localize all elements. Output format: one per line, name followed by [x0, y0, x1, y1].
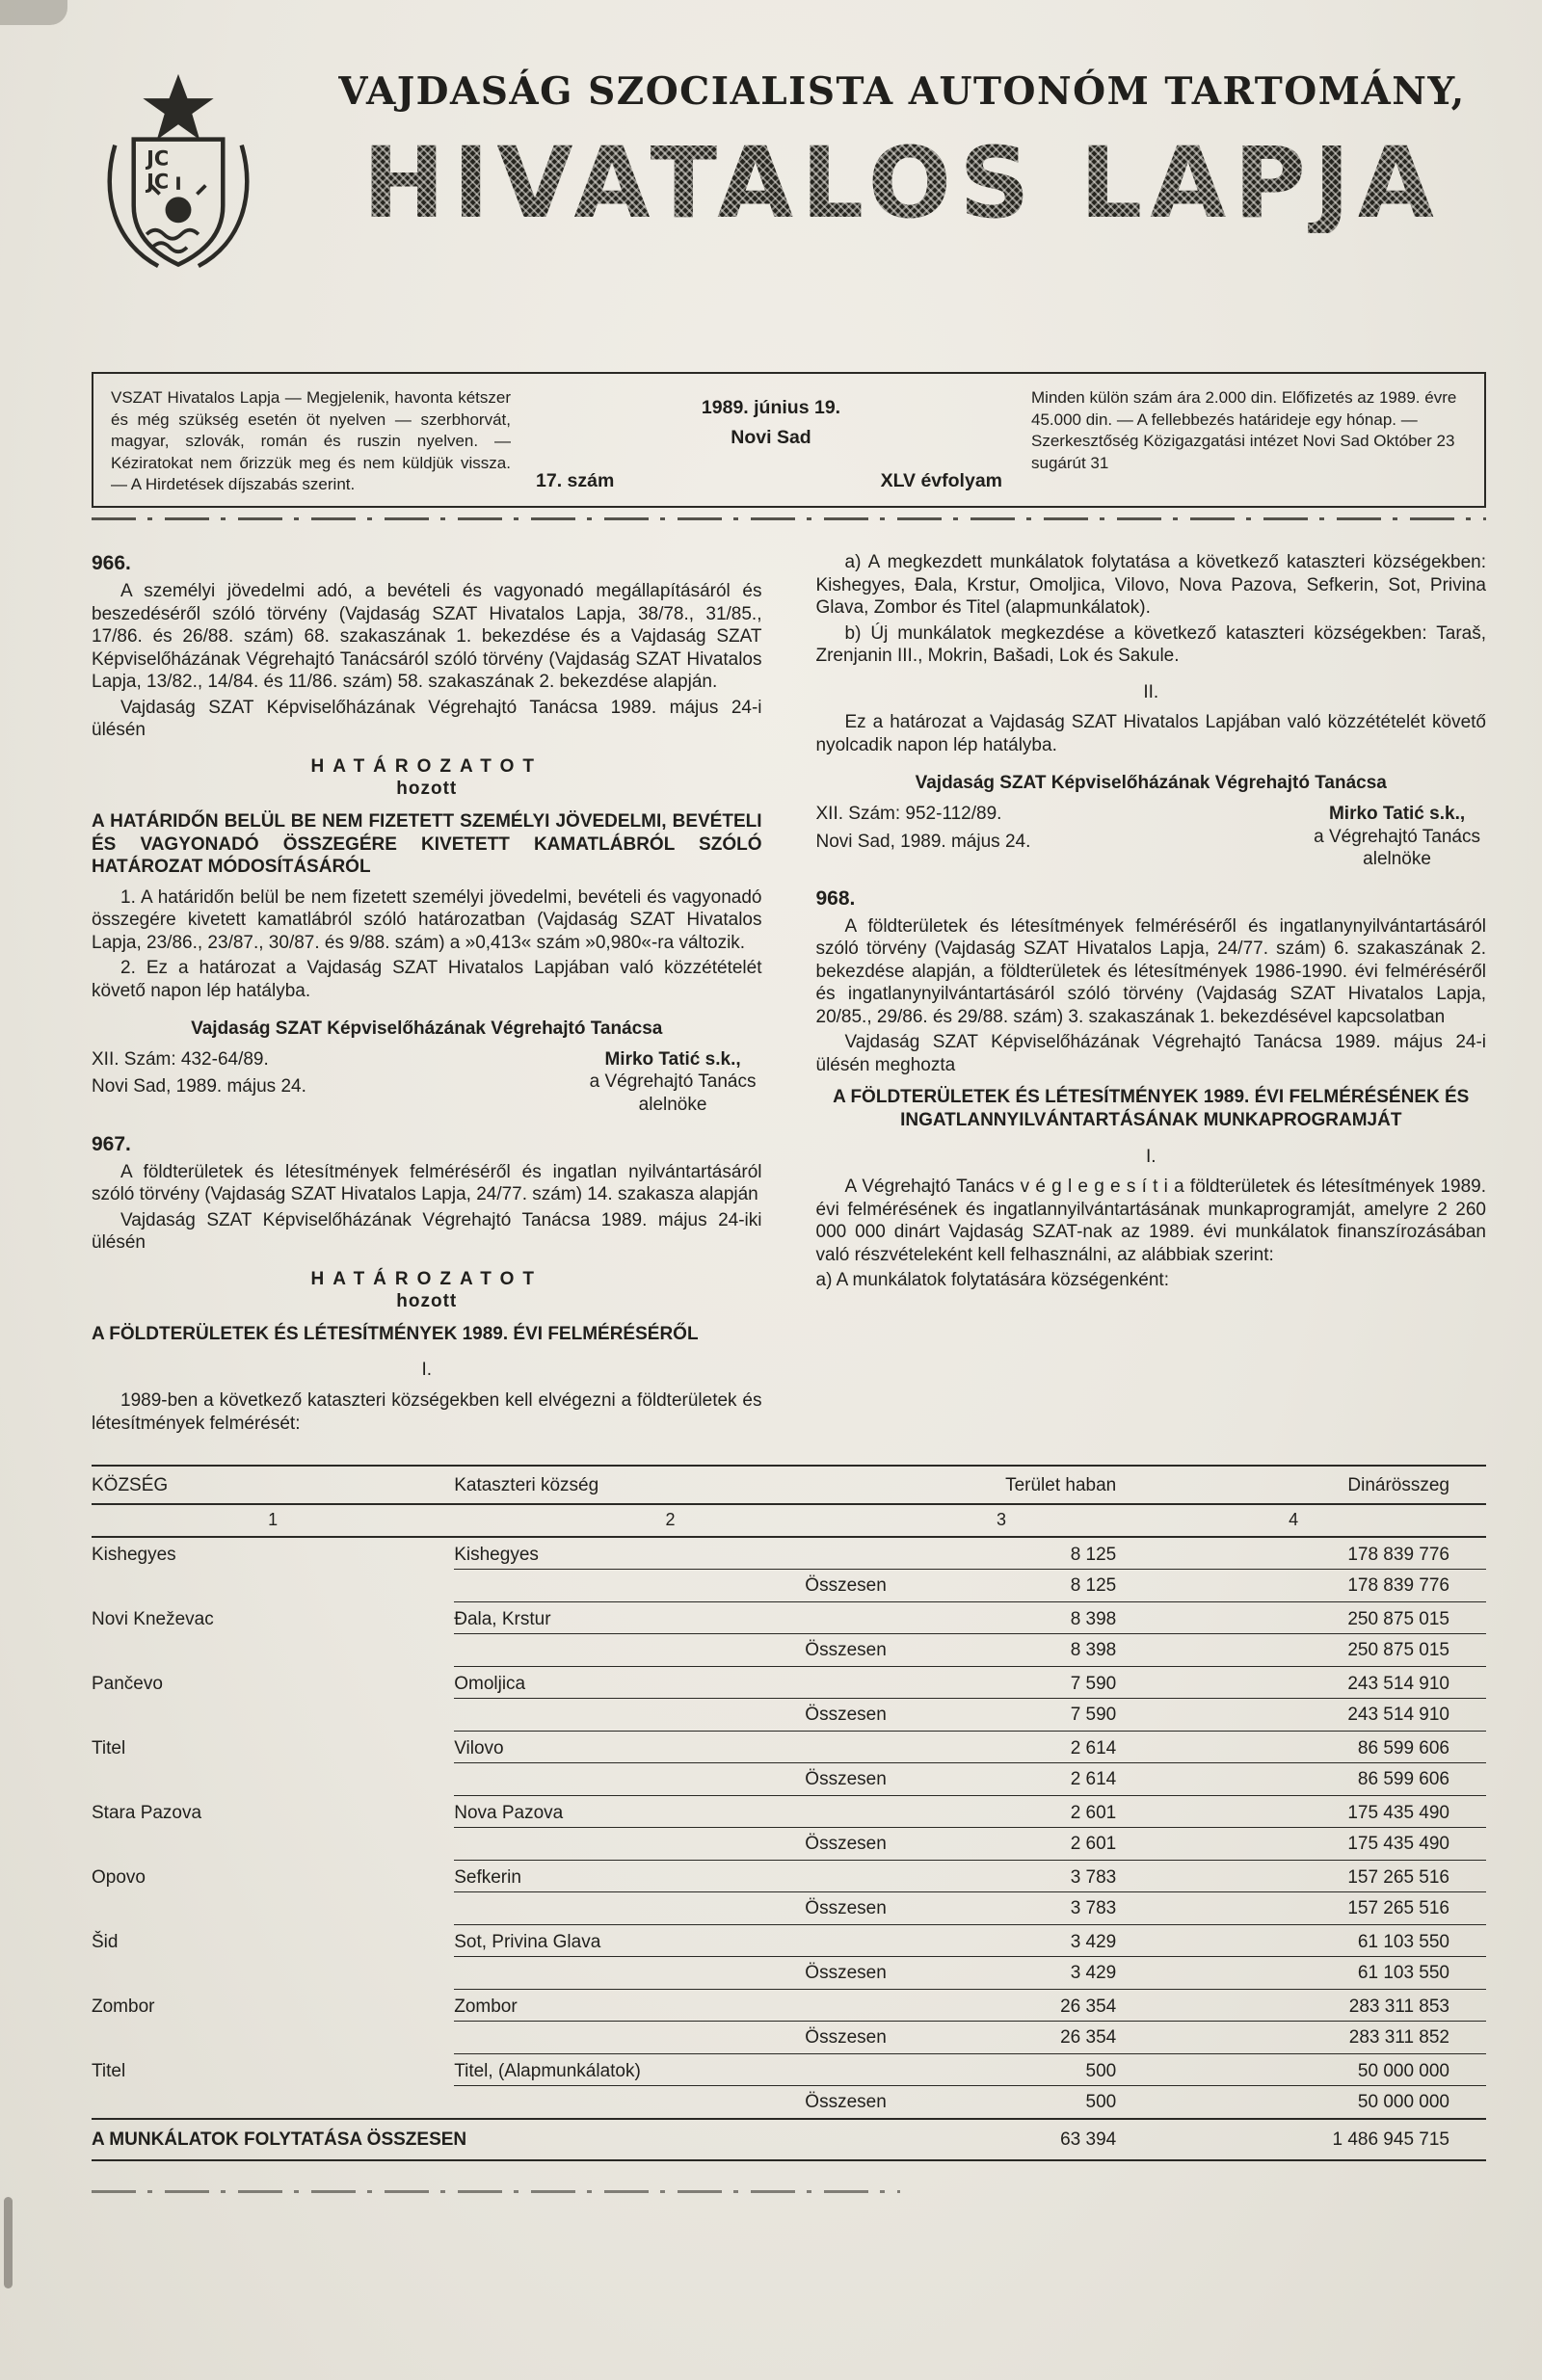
signature-reference — [92, 1048, 306, 1117]
svg-text:ЈС: ЈС — [146, 170, 170, 194]
table-row-subtotal — [92, 1763, 1486, 1796]
header-kozseg: KÖZSÉG — [92, 1466, 454, 1504]
signer-role: a Végrehajtó Tanács — [589, 1071, 757, 1093]
cell-dinar: 250 875 015 — [1347, 1609, 1449, 1630]
issue-city: Novi Sad — [731, 427, 811, 448]
body-columns — [92, 549, 1486, 1438]
signature-signer — [1314, 803, 1480, 871]
issue-number-row — [534, 470, 1008, 496]
article-966-number: 966. — [92, 552, 131, 575]
article-967-session: Vajdaság SZAT Képviselőházának Végrehajtó Tanácsa 1989. május 24-iki ülésén — [92, 1209, 762, 1254]
cell-dinar: 175 435 490 — [1347, 1803, 1449, 1824]
header-kataszteri: Kataszteri község — [454, 1466, 887, 1504]
article-968-point-a: a) A munkálatok folytatására községenként: — [815, 1270, 1169, 1291]
cell-dinar: 50 000 000 — [1357, 2061, 1449, 2082]
cell-kataszteri: Összesen — [454, 1957, 887, 1990]
cell-terulet: 8 125 — [1070, 1545, 1117, 1566]
cell-kataszteri: Titel, (Alapmunkálatok) — [454, 2061, 641, 2082]
article-966-point-2: 2. Ez a határozat a Vajdaság SZAT Hivatalos Lapjában való közzétételét követő napon lép hatályba. — [92, 958, 762, 1001]
cell-kozseg: Stara Pazova — [92, 1802, 202, 1823]
column-number: 2 — [454, 1504, 887, 1537]
table-row — [92, 1537, 1486, 1570]
cell-terulet: 2 601 — [887, 1828, 1137, 1861]
cell-kataszteri: Đala, Krstur — [454, 1609, 551, 1630]
masthead-publication-info: VSZAT Hivatalos Lapja — Megjelenik, havonta kétszer és még szükség esetén öt nyelven — szerbhorvát, magyar, szlovák, román és ruszin nyelven. — Kéziratokat nem őrizzük meg és nem küldjük vissza. — A Hirdetések díjszabás szerint. — [111, 388, 511, 494]
allocation-table-header — [92, 1466, 1486, 1537]
cell-kozseg — [92, 1892, 454, 1925]
cell-kataszteri: Összesen — [454, 2022, 887, 2054]
cell-dinar: 283 311 853 — [1348, 1997, 1449, 2018]
cell-kozseg: Titel — [92, 1737, 126, 1759]
cell-terulet: 3 783 — [887, 1892, 1137, 1925]
decree-word-2: hozott — [396, 1291, 458, 1312]
masthead-subscription-info: Minden külön szám ára 2.000 din. Előfizetés az 1989. évre 45.000 din. — A fellebbezés határideje egy hónap. — Szerkesztőség Közigazgatási intézet Novi Sad Október 23 sugárút 31 — [1031, 388, 1457, 472]
table-row-subtotal — [92, 1892, 1486, 1925]
article-967-item-b: b) Új munkálatok megkezdése a következő kataszteri községekben: Taraš, Zrenjanin III., Mokrin, Bašadi, Lok és Sakule. — [815, 622, 1486, 667]
cell-kozseg — [92, 2022, 454, 2054]
article-967-signature — [816, 803, 1487, 871]
cell-kozseg: Kishegyes — [92, 1545, 176, 1566]
decree-word: HATÁROZATOT — [310, 1268, 543, 1289]
scan-artifact — [4, 2197, 13, 2288]
table-row-subtotal — [92, 1570, 1486, 1602]
article-968-session: Vajdaság SZAT Képviselőházának Végrehajtó Tanácsa 1989. május 24-i ülésén meghozta — [815, 1032, 1486, 1075]
table-row-subtotal — [92, 1957, 1486, 1990]
grand-total-dinar: 1 486 945 715 — [1137, 2119, 1486, 2160]
table-grand-total-row — [92, 2119, 1486, 2160]
cell-terulet: 2 614 — [1070, 1738, 1117, 1759]
article-967-title: A FÖLDTERÜLETEK ÉS LÉTESÍTMÉNYEK 1989. ÉVI FELMÉRÉSÉRŐL — [92, 1323, 699, 1344]
signature-place-date: Novi Sad, 1989. május 24. — [92, 1076, 306, 1097]
issue-date: 1989. június 19. — [701, 397, 841, 418]
cell-kozseg — [92, 1763, 454, 1796]
cell-kozseg: Zombor — [92, 1996, 155, 2017]
article-966-title: A HATÁRIDŐN BELÜL BE NEM FIZETETT SZEMÉLYI JÖVEDELMI, BEVÉTELI ÉS VAGYONADÓ ÖSSZEGÉRE KIVETETT KAMATLÁBRÓL SZÓLÓ HATÁROZAT MÓDOSÍTÁSÁRÓL — [92, 811, 762, 878]
article-966-intro: A személyi jövedelmi adó, a bevételi és vagyonadó megállapításáról és beszedéséről szóló törvény (Vajdaság SZAT Hivatalos Lapja, 38/78., 31/85., 17/86. és 26/88. szám) 68. szakaszának 1. bekezdése és a Vajdaság SZAT Képviselőházának Végrehajtó Tanácsáról szóló törvény (Vajdaság SZAT Hivatalos Lapja, 13/82., 14/84. és 11/86. szám) 58. szakaszának 2. bekezdése alapján. — [92, 581, 762, 693]
cell-terulet: 2 601 — [1070, 1803, 1117, 1824]
separator-dashed — [92, 517, 1486, 520]
table-row-subtotal — [92, 2022, 1486, 2054]
signer-name: Mirko Tatić s.k., — [1328, 803, 1466, 824]
article-966-session: Vajdaság SZAT Képviselőházának Végrehajtó Tanácsa 1989. május 24-i ülésén — [92, 697, 762, 741]
cell-kozseg: Pančevo — [92, 1673, 163, 1694]
table-row — [92, 1925, 1486, 1957]
header-terulet: Terület haban — [887, 1466, 1137, 1504]
cell-kozseg: Titel — [92, 2060, 126, 2081]
article-967-lead: 1989-ben a következő kataszteri községekben kell elvégezni a földterületek és létesítmények felmérését: — [92, 1389, 762, 1434]
cell-terulet: 8 125 — [887, 1570, 1137, 1602]
cell-kataszteri: Összesen — [454, 1763, 887, 1796]
signer-name: Mirko Tatić s.k., — [604, 1048, 741, 1070]
article-968-number: 968. — [815, 886, 856, 910]
header-titles — [318, 69, 1486, 241]
table-row-subtotal — [92, 1634, 1486, 1667]
scan-artifact — [0, 0, 67, 25]
cell-kozseg — [92, 2086, 454, 2120]
cell-terulet: 3 429 — [887, 1957, 1137, 1990]
cell-kataszteri: Összesen — [454, 1570, 887, 1602]
article-967-item-a: a) A megkezdett munkálatok folytatása a következő kataszteri községekben: Kishegyes, Đala, Krstur, Omoljica, Vilovo, Nova Pazova, Sefkerin, Sot, Privina Glava, Zombor és Titel (alapmunkálatok). — [815, 552, 1486, 619]
cell-kataszteri: Vilovo — [454, 1738, 504, 1759]
article-968-body: A Végrehajtó Tanács v é g l e g e s í t i a földterületek és létesítmények 1989. évi felmérésének és ingatlannyilvántartásának munkaprogramját, amelyre 2 260 000 000 dinárt Vajdaság SZAT-nak az 1989. évi munkálatok finanszírozásában való részvételeként kell felhasználni, az alábbiak szerint: — [815, 1177, 1486, 1265]
table-row-subtotal — [92, 1828, 1486, 1861]
cell-dinar: 178 839 776 — [1347, 1545, 1449, 1566]
cell-kozseg: Novi Kneževac — [92, 1608, 214, 1629]
cell-dinar: 157 265 516 — [1137, 1892, 1486, 1925]
cell-kataszteri: Összesen — [454, 2086, 887, 2120]
cell-kozseg — [92, 1699, 454, 1732]
column-right — [816, 549, 1487, 1438]
table-row — [92, 1602, 1486, 1634]
cell-kataszteri: Összesen — [454, 1634, 887, 1667]
cell-dinar: 61 103 550 — [1357, 1932, 1449, 1953]
cell-dinar: 50 000 000 — [1137, 2086, 1486, 2120]
column-left — [92, 549, 762, 1438]
grand-total-terulet: 63 394 — [887, 2119, 1137, 2160]
cell-terulet: 8 398 — [1070, 1609, 1117, 1630]
cell-dinar: 243 514 910 — [1137, 1699, 1486, 1732]
province-title: VAJDASÁG SZOCIALISTA AUTONÓM TARTOMÁNY, — [338, 69, 1466, 114]
gazette-header — [92, 69, 1486, 358]
decree-word-2: hozott — [396, 779, 458, 800]
cell-terulet: 7 590 — [1070, 1674, 1117, 1695]
table-row-subtotal — [92, 1699, 1486, 1732]
signature-place-date: Novi Sad, 1989. május 24. — [815, 831, 1031, 852]
article-967-effective: Ez a határozat a Vajdaság SZAT Hivatalos Lapjában való közzétételét követő nyolcadik napon lép hatályba. — [815, 712, 1486, 755]
article-968-section-1: I. — [1145, 1146, 1156, 1167]
article-968-title: A FÖLDTERÜLETEK ÉS LÉTESÍTMÉNYEK 1989. ÉVI FELMÉRÉSÉNEK ÉS INGATLANNYILVÁNTARTÁSÁNAK MUNKAPROGRAMJÁT — [833, 1087, 1470, 1131]
table-row — [92, 1990, 1486, 2022]
cell-dinar: 175 435 490 — [1137, 1828, 1486, 1861]
article-966-issuer: Vajdaság SZAT Képviselőházának Végrehajtó Tanácsa — [191, 1018, 663, 1040]
cell-dinar: 61 103 550 — [1137, 1957, 1486, 1990]
signature-number: XII. Szám: 432-64/89. — [92, 1048, 269, 1070]
cell-kozseg — [92, 1634, 454, 1667]
table-row — [92, 1796, 1486, 1828]
cell-terulet: 3 783 — [1070, 1867, 1117, 1889]
table-row — [92, 2054, 1486, 2086]
cell-dinar: 86 599 606 — [1357, 1738, 1449, 1759]
cell-terulet: 8 398 — [887, 1634, 1137, 1667]
column-number: 3 — [887, 1504, 1137, 1537]
cell-kozseg — [92, 1957, 454, 1990]
separator-dashed-bottom — [92, 2190, 900, 2193]
cell-dinar: 178 839 776 — [1137, 1570, 1486, 1602]
cell-terulet: 26 354 — [1060, 1997, 1117, 2018]
cell-kataszteri: Sefkerin — [454, 1867, 521, 1889]
allocation-table-footer — [92, 2119, 1486, 2160]
table-row — [92, 1732, 1486, 1763]
signer-role-2: alelnöke — [638, 1095, 707, 1116]
article-967-number: 967. — [92, 1132, 131, 1155]
signature-reference — [816, 803, 1031, 871]
cell-kataszteri: Összesen — [454, 1699, 887, 1732]
emblem-coat-of-arms-icon — [92, 73, 265, 278]
decree-word: HATÁROZATOT — [310, 755, 543, 777]
table-row-subtotal — [92, 2086, 1486, 2120]
cell-dinar: 86 599 606 — [1137, 1763, 1486, 1796]
table-column-numbers — [92, 1504, 1486, 1537]
column-number: 4 — [1137, 1504, 1486, 1537]
signer-role-2: alelnöke — [1363, 849, 1431, 870]
column-number: 1 — [92, 1504, 454, 1537]
article-966-point-1: 1. A határidőn belül be nem fizetett személyi jövedelmi, bevételi és vagyonadó összegére kivetett kamatlábról szóló határozatban (Vajdaság SZAT Hivatalos Lapja, 23/86., 23/87., 30/87. és 9/88. szám) a »0,413« szám »0,980«-ra változik. — [92, 886, 762, 953]
cell-kozseg — [92, 1570, 454, 1602]
cell-kataszteri: Összesen — [454, 1892, 887, 1925]
cell-terulet: 3 429 — [1070, 1932, 1117, 1953]
cell-terulet: 2 614 — [887, 1763, 1137, 1796]
allocation-table — [92, 1465, 1486, 2161]
header-dinar: Dinárösszeg — [1137, 1466, 1486, 1504]
article-968-intro: A földterületek és létesítmények felméréséről és ingatlanynyilvántartásáról szóló törvény (Vajdaság SZAT Hivatalos Lapja, 24/77. szám) 6. szakaszának 2. bekezdése alapján, a földterületek és létesítmények 1986-1990. évi felméréséről és ingatlanynyilvántartásáról szóló törvény (Vajdaság SZAT Hivatalos Lapja, 20/85., 29/86. és 29/88. szám) 3. szakaszának 1. bekezdésével kapcsolatban — [815, 915, 1486, 1027]
table-row — [92, 1667, 1486, 1699]
signer-role: a Végrehajtó Tanács — [1314, 826, 1480, 847]
grand-total-label: A MUNKÁLATOK FOLYTATÁSA ÖSSZESEN — [92, 2119, 887, 2160]
cell-kataszteri: Összesen — [454, 1828, 887, 1861]
svg-text:ЈС: ЈС — [146, 146, 170, 171]
article-966-signature — [92, 1048, 762, 1117]
allocation-table-body — [92, 1537, 1486, 2119]
article-967-section-1: I. — [421, 1360, 433, 1381]
masthead-issue-block — [534, 387, 1008, 496]
cell-kataszteri: Sot, Privina Glava — [454, 1932, 601, 1953]
table-row — [92, 1861, 1486, 1892]
cell-terulet: 26 354 — [887, 2022, 1137, 2054]
article-967-intro: A földterületek és létesítmények felméréséről és ingatlan nyilvántartásáról szóló törvény (Vajdaság SZAT Hivatalos Lapja, 24/77. szám) 14. szakasza alapján — [92, 1161, 762, 1205]
cell-kataszteri: Zombor — [454, 1997, 518, 2018]
table-header-row — [92, 1466, 1486, 1504]
cell-terulet: 500 — [887, 2086, 1137, 2120]
cell-dinar: 250 875 015 — [1137, 1634, 1486, 1667]
signature-signer — [590, 1048, 757, 1117]
cell-terulet: 7 590 — [887, 1699, 1137, 1732]
cell-kataszteri: Nova Pazova — [454, 1803, 564, 1824]
masthead-box — [92, 372, 1486, 508]
issue-volume: XLV évfolyam — [880, 470, 1002, 492]
cell-kataszteri: Omoljica — [454, 1674, 526, 1695]
cell-kozseg — [92, 1828, 454, 1861]
cell-dinar: 243 514 910 — [1347, 1674, 1449, 1695]
cell-kozseg: Opovo — [92, 1866, 146, 1888]
cell-kataszteri: Kishegyes — [454, 1545, 539, 1566]
cell-dinar: 157 265 516 — [1347, 1867, 1449, 1889]
cell-kozseg: Šid — [92, 1931, 119, 1952]
gazette-title: HIVATALOS LAPJA — [318, 135, 1486, 233]
signature-number: XII. Szám: 952-112/89. — [815, 803, 1002, 824]
cell-terulet: 500 — [1085, 2061, 1117, 2082]
article-967-section-2: II. — [1143, 681, 1159, 702]
cell-dinar: 283 311 852 — [1137, 2022, 1486, 2054]
issue-number: 17. szám — [536, 470, 615, 492]
article-967-issuer: Vajdaság SZAT Képviselőházának Végrehajtó Tanácsa — [915, 773, 1387, 794]
